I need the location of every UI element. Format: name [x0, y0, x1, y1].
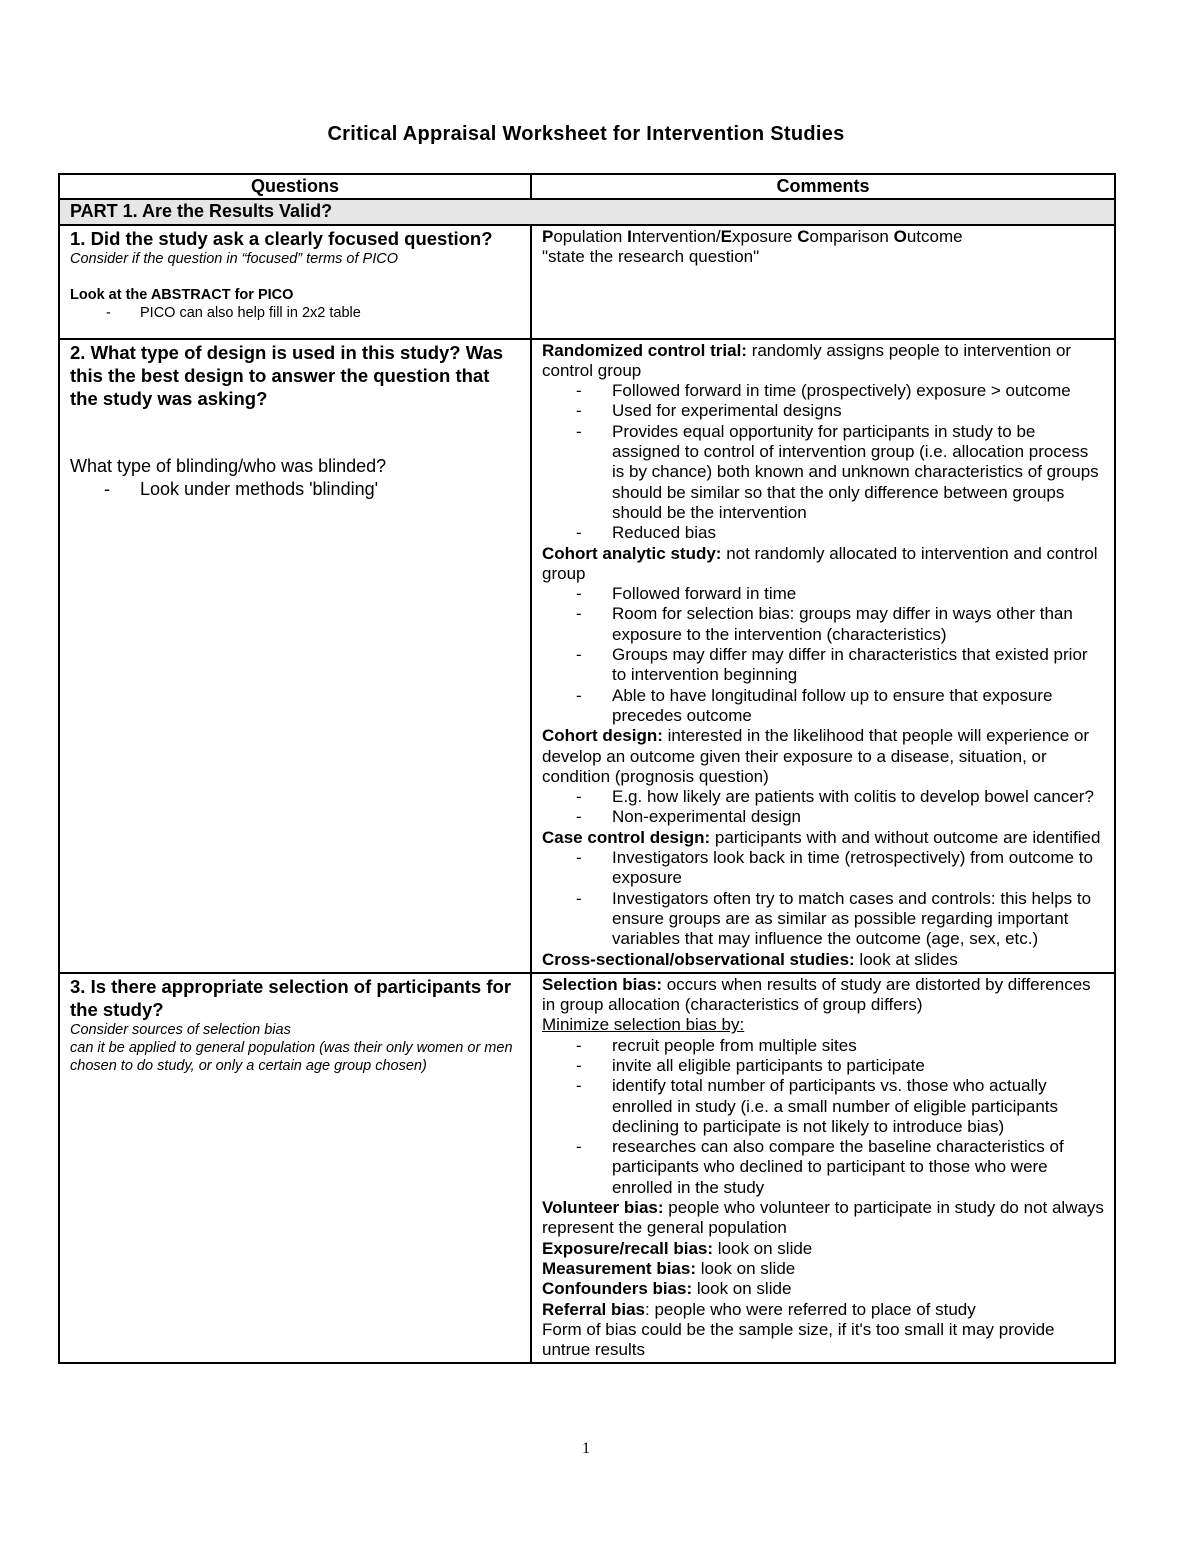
list-item: - Groups may differ may differ in characteristics that existed prior to intervention beginning [542, 645, 1104, 686]
comment-2-cell [531, 339, 1115, 973]
list-item: - identify total number of participants vs. those who actually enrolled in study (i.e. a small number of eligible participants declining to participate is not likely to introduce bias) [542, 1076, 1104, 1137]
confounders-bias-desc: Confounders bias: look on slide [542, 1279, 792, 1299]
sample-size-note: Form of bias could be the sample size, if it's too small it may provide untrue results [542, 1319, 1055, 1360]
question-row-1 [59, 225, 1115, 339]
list-item: - Used for experimental designs [542, 401, 1104, 421]
list-item: - Room for selection bias: groups may differ in ways other than exposure to the intervention (characteristics) [542, 604, 1104, 645]
referral-bias-desc: Referral bias: people who were referred to place of study [542, 1299, 976, 1319]
cohort-analytic-desc: Cohort analytic study: not randomly allocated to intervention and control group [542, 543, 1098, 583]
minimize-heading: Minimize selection bias by: [542, 1015, 745, 1035]
question-row-3 [59, 973, 1115, 1364]
exposure-bias-desc: Exposure/recall bias: look on slide [542, 1238, 813, 1258]
list-item: - Investigators look back in time (retrospectively) from outcome to exposure [542, 848, 1104, 889]
volunteer-bias-desc: Volunteer bias: people who volunteer to participate in study do not always represent the general population [542, 1198, 1104, 1238]
part-row [59, 199, 1115, 224]
selection-bias-desc: Selection bias: occurs when results of study are distorted by differences in group allocation (characteristics of group differs) [542, 974, 1091, 1015]
part1-heading: PART 1. Are the Results Valid? [59, 199, 1115, 224]
case-control-desc: Case control design: participants with and without outcome are identified [542, 827, 1101, 847]
list-item: - researches can also compare the baseline characteristics of participants who declined to participant to those who were enrolled in the study [542, 1137, 1104, 1198]
list-item: - recruit people from multiple sites [542, 1036, 1104, 1056]
list-item: - invite all eligible participants to participate [542, 1056, 1104, 1076]
abstract-note: Look at the ABSTRACT for PICO [70, 286, 294, 303]
list-item: - Non-experimental design [542, 807, 1104, 827]
header-row [59, 174, 1115, 199]
pico-line: Population Intervention/Exposure Comparison Outcome [542, 226, 963, 246]
list-item: - Followed forward in time (prospectively) exposure > outcome [542, 381, 1104, 401]
question-3-hint: Consider sources of selection bias [70, 1021, 291, 1038]
list-item: - Able to have longitudinal follow up to ensure that exposure precedes outcome [542, 686, 1104, 727]
blinding-question: What type of blinding/who was blinded? [70, 455, 387, 476]
cohort-design-desc: Cohort design: interested in the likelihood that people will experience or develop an outcome given their exposure to a disease, situation, or condition (prognosis question) [542, 726, 1090, 786]
blinding-bullet: - Look under methods 'blinding' [70, 478, 520, 501]
question-2-cell [59, 339, 531, 973]
measurement-bias-desc: Measurement bias: look on slide [542, 1258, 796, 1278]
document-title: Critical Appraisal Worksheet for Intervention Studies [327, 123, 845, 145]
rct-desc: Randomized control trial: randomly assigns people to intervention or control group [542, 340, 1072, 380]
comment-1-cell [531, 225, 1115, 339]
list-item: - Investigators often try to match cases and controls: this helps to ensure groups are as similar as possible regarding important variables that may influence the outcome (age, sex, etc.) [542, 889, 1104, 950]
list-item: - Reduced bias [542, 523, 1104, 543]
questions-header: Questions [59, 174, 531, 199]
pico-bullet: - PICO can also help fill in 2x2 table [70, 304, 520, 322]
research-question-note: "state the research question" [542, 246, 760, 266]
question-1-title: 1. Did the study ask a clearly focused question? [70, 227, 493, 249]
question-2-title: 2. What type of design is used in this study? Was this the best design to answer the question that the study was asking? [70, 341, 504, 409]
list-item: - Provides equal opportunity for participants in study to be assigned to control of intervention group (i.e. allocation process is by chance) both known and unknown characteristics of groups should be similar so that the only difference between groups should be the intervention [542, 422, 1104, 523]
question-3-hint-2: can it be applied to general population (was their only women or men chosen to do study, or only a certain age group chosen) [70, 1039, 513, 1074]
question-1-cell [59, 225, 531, 339]
question-1-hint: Consider if the question in “focused” terms of PICO [70, 250, 399, 267]
cross-sectional-desc: Cross-sectional/observational studies: look at slides [542, 949, 958, 969]
list-item: - E.g. how likely are patients with colitis to develop bowel cancer? [542, 787, 1104, 807]
question-3-title: 3. Is there appropriate selection of participants for the study? [70, 975, 512, 1020]
list-item: - Followed forward in time [542, 584, 1104, 604]
comment-3-cell [531, 973, 1115, 1364]
page-number: 1 [582, 1440, 590, 1457]
worksheet-table [58, 173, 1116, 1364]
question-3-cell [59, 973, 531, 1364]
comments-header: Comments [531, 174, 1115, 199]
question-row-2 [59, 339, 1115, 973]
